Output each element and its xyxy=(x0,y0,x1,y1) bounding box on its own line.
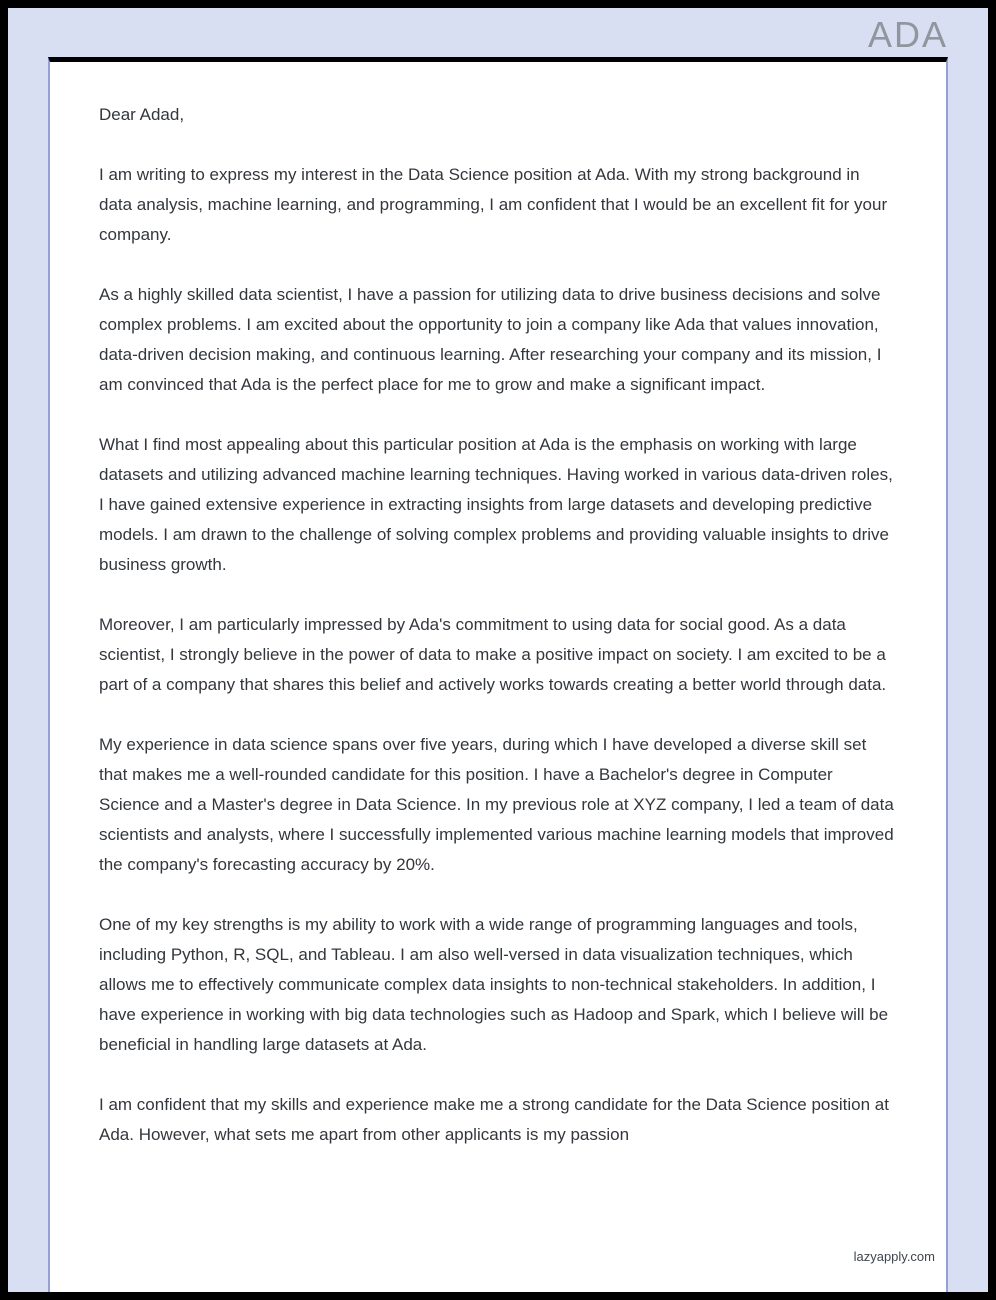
letter-paragraph: My experience in data science spans over five years, during which I have developed a diverse skill set that makes me a well-rounded candidate for this position. I have a Bachelor's degree in Computer Science and a Master's degree in Data Science. In my previous role at XYZ company, I led a team of data scientists and analysts, where I successfully implemented various machine learning models that improved the company's forecasting accuracy by 20%. xyxy=(99,735,894,874)
company-logo: ADA xyxy=(867,14,948,55)
header xyxy=(48,8,948,57)
letter-paragraph: What I find most appealing about this particular position at Ada is the emphasis on working with large datasets and utilizing advanced machine learning techniques. Having worked in various data-driven roles, I have gained extensive experience in extracting insights from large datasets and developing predictive models. I am drawn to the challenge of solving complex problems and providing valuable insights to drive business growth. xyxy=(99,435,893,574)
letter-paragraph: I am writing to express my interest in the Data Science position at Ada. With my strong background in data analysis, machine learning, and programming, I am confident that I would be an excellent fit for your company. xyxy=(99,165,888,244)
letter-paragraph: Moreover, I am particularly impressed by Ada's commitment to using data for social good. As a data scientist, I strongly believe in the power of data to make a positive impact on society. I am excited to be a part of a company that shares this belief and actively works towards creating a better world through data. xyxy=(99,615,887,694)
letter-paragraph: As a highly skilled data scientist, I have a passion for utilizing data to drive business decisions and solve complex problems. I am excited about the opportunity to join a company like Ada that values innovation, data-driven decision making, and continuous learning. After researching your company and its mission, I am convinced that Ada is the perfect place for me to grow and make a significant impact. xyxy=(99,285,882,394)
salutation: Dear Adad, xyxy=(99,105,185,124)
watermark-link[interactable]: lazyapply.com xyxy=(853,1249,935,1264)
letter-container xyxy=(48,57,948,1292)
letter-paragraph: I am confident that my skills and experience make me a strong candidate for the Data Science position at Ada. However, what sets me apart from other applicants is my passion xyxy=(99,1095,889,1144)
letter-paragraph: One of my key strengths is my ability to work with a wide range of programming languages and tools, including Python, R, SQL, and Tableau. I am also well-versed in data visualization techniques, which allows me to effectively communicate complex data insights to non-technical stakeholders. In addition, I have experience in working with big data technologies such as Hadoop and Spark, which I believe will be beneficial in handling large datasets at Ada. xyxy=(99,915,889,1054)
